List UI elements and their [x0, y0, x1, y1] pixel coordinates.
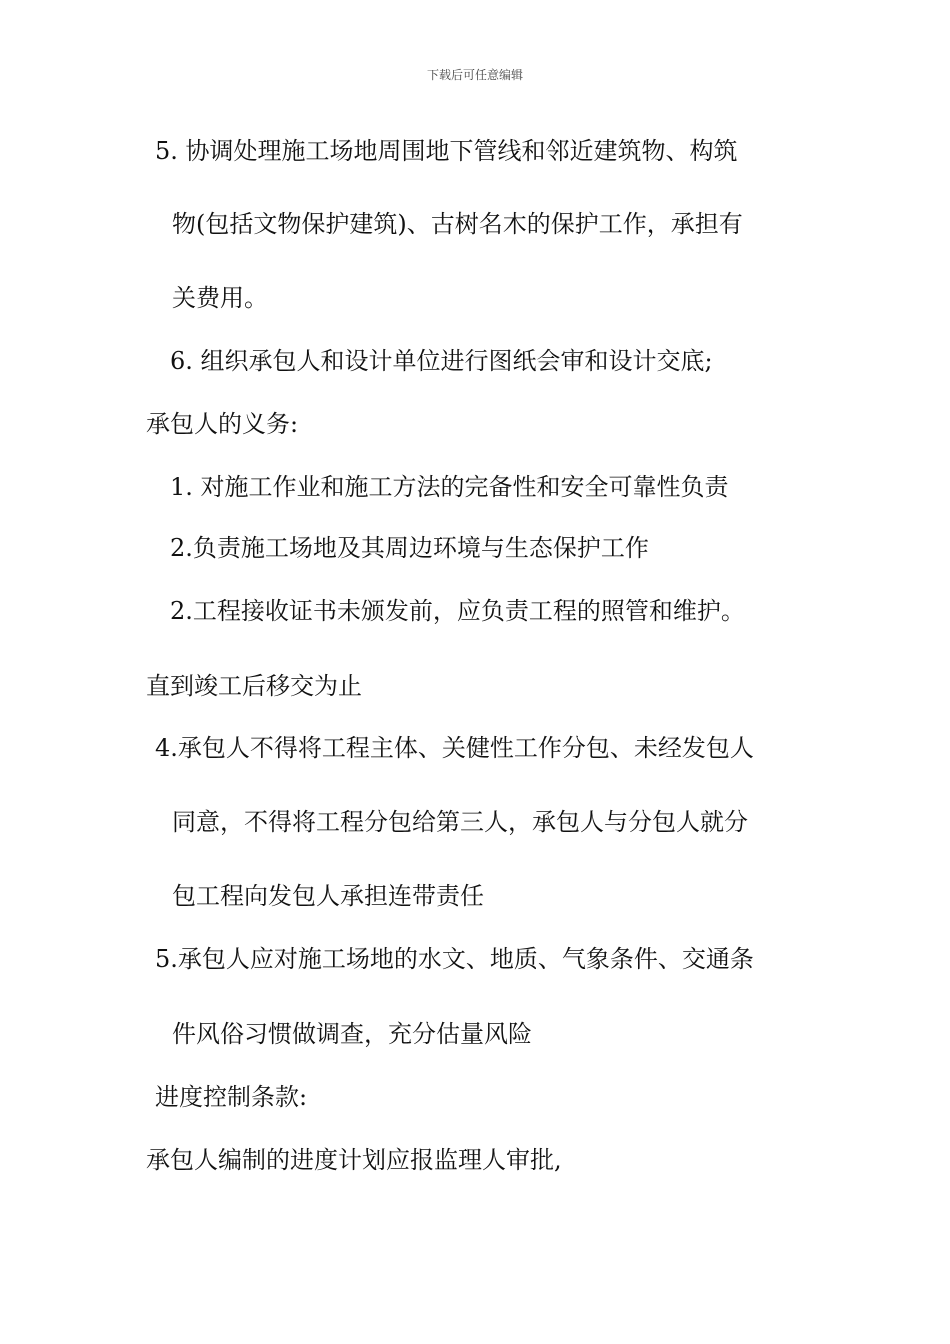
page-header: 下载后可任意编辑	[426, 68, 523, 82]
contractor-duty-5-line-2: 件风俗习惯做调查，充分估量风险	[172, 1020, 532, 1048]
contractor-duty-2: 2.负责施工场地及其周边环境与生态保护工作	[170, 534, 649, 562]
owner-duty-5-line-2: 物(包括文物保护建筑)、古树名木的保护工作，承担有	[172, 210, 743, 238]
contractor-duty-5-line-1: 5.承包人应对施工场地的水文、地质、气象条件、交通条	[155, 945, 754, 973]
owner-duty-6: 6. 组织承包人和设计单位进行图纸会审和设计交底;	[170, 347, 713, 375]
owner-duty-5-line-3: 关费用。	[172, 284, 268, 312]
owner-duty-5-line-1: 5. 协调处理施工场地周围地下管线和邻近建筑物、构筑	[155, 137, 738, 165]
contractor-duty-2b-line-2: 直到竣工后移交为止	[146, 672, 362, 700]
schedule-control-text: 承包人编制的进度计划应报监理人审批,	[146, 1146, 562, 1174]
contractor-duties-heading: 承包人的义务:	[146, 410, 299, 438]
contractor-duty-4-line-2: 同意，不得将工程分包给第三人，承包人与分包人就分	[172, 808, 748, 836]
contractor-duty-1: 1. 对施工作业和施工方法的完备性和安全可靠性负责	[170, 473, 729, 501]
contractor-duty-4-line-1: 4.承包人不得将工程主体、关健性工作分包、未经发包人	[155, 734, 754, 762]
schedule-control-heading: 进度控制条款:	[155, 1083, 308, 1111]
contractor-duty-4-line-3: 包工程向发包人承担连带责任	[172, 882, 484, 910]
contractor-duty-2b-line-1: 2.工程接收证书未颁发前，应负责工程的照管和维护。	[170, 597, 745, 625]
